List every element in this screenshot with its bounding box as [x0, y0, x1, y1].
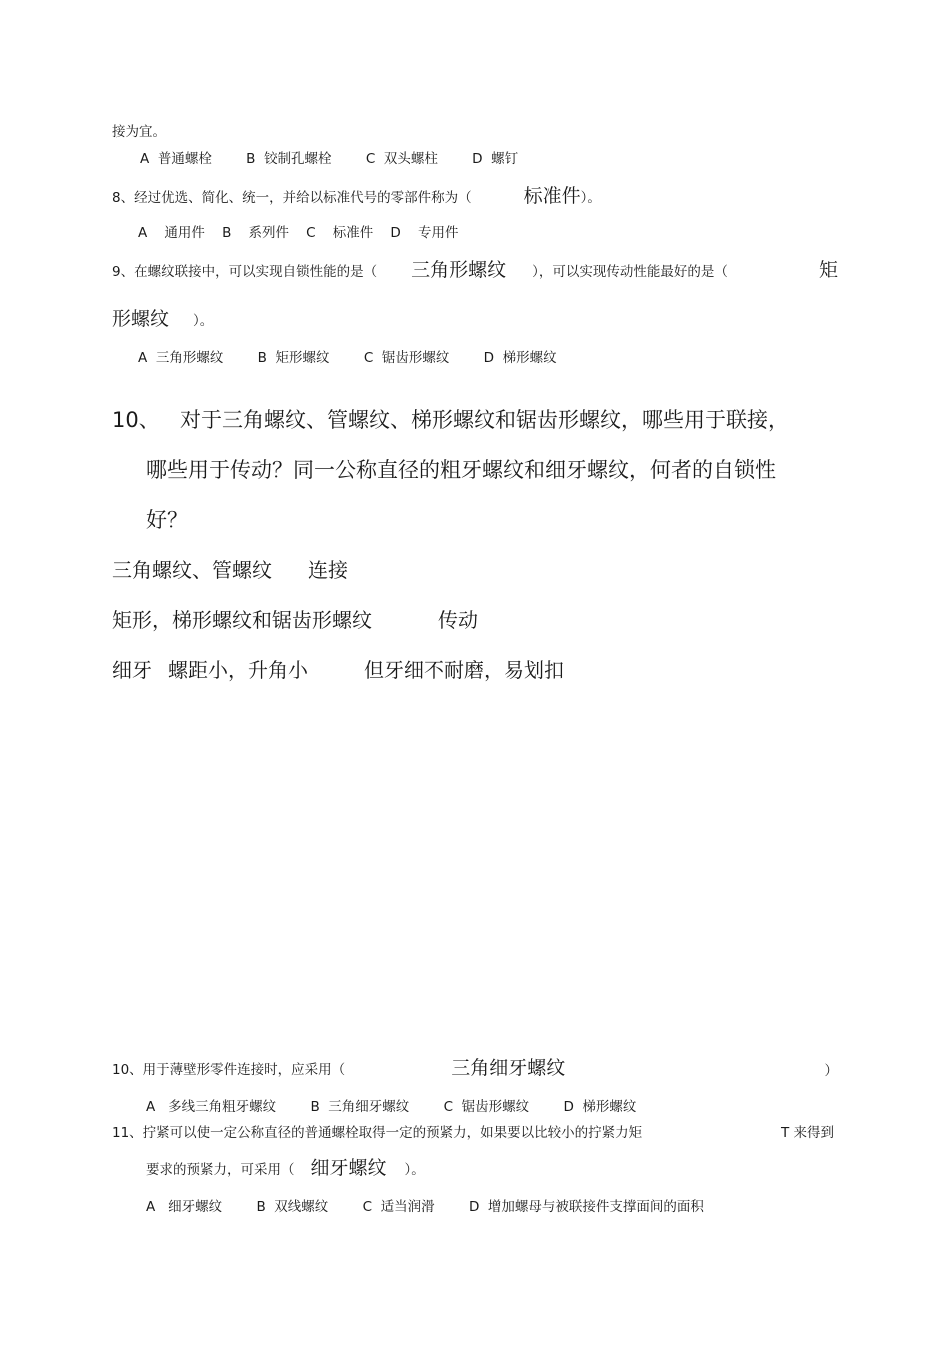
q10a-ans2-b: 传动 [438, 608, 478, 632]
q10a-ans3-a: 细牙 [112, 658, 152, 682]
q10a-ans1-a: 三角螺纹、管螺纹 [112, 558, 272, 582]
q7-options: A 普通螺栓 B 铰制孔螺栓 C 双头螺柱 D 螺钉 [140, 151, 519, 167]
q11-options: A 细牙螺纹 B 双线螺纹 C 适当润滑 D 增加螺母与被联接件支撑面间的面积 [146, 1199, 704, 1215]
q10a-line1: 对于三角螺纹、管螺纹、梯形螺纹和锯齿形螺纹，哪些用于联接， [180, 408, 789, 432]
q7-tail: 接为宜。 [112, 124, 166, 140]
q10a-number: 10、 [112, 408, 160, 432]
q8-prefix: 8、经过优选、简化、统一，并给以标准代号的零部件称为（ [112, 190, 472, 206]
q10a-line3: 好？ [146, 508, 188, 532]
q11-line1 [112, 1121, 834, 1141]
q10a-ans3-c: 但牙细不耐磨，易划扣 [364, 658, 564, 682]
q11-suffix: ）。 [404, 1162, 425, 1178]
q10a-ans1-b: 连接 [308, 558, 348, 582]
q9-line1 [112, 255, 838, 282]
q8-suffix: ）。 [580, 190, 601, 206]
q10b-line [112, 1053, 838, 1080]
q9-answer2-part2: 形螺纹 [112, 308, 170, 330]
q10a-line2: 哪些用于传动？同一公称直径的粗牙螺纹和细牙螺纹，何者的自锁性 [146, 458, 776, 482]
q8-answer: 标准件 [523, 185, 581, 207]
q9-prefix: 9、在螺纹联接中，可以实现自锁性能的是（ [112, 264, 378, 280]
q10b-options: A 多线三角粗牙螺纹 B 三角细牙螺纹 C 锯齿形螺纹 D 梯形螺纹 [146, 1099, 637, 1115]
q9-middle: ），可以实现传动性能最好的是（ [532, 264, 728, 280]
q10b-answer: 三角细牙螺纹 [451, 1057, 566, 1079]
q9-options: A 三角形螺纹 B 矩形螺纹 C 锯齿形螺纹 D 梯形螺纹 [138, 350, 557, 366]
q11-line1-text: 11、拧紧可以使一定公称直径的普通螺栓取得一定的预紧力，如果要以比较小的拧紧力矩 [112, 1125, 643, 1141]
q11-line2-prefix: 要求的预紧力，可采用（ [146, 1162, 295, 1178]
q11-line2 [146, 1153, 425, 1180]
q11-line1-tail: T 来得到 [780, 1125, 834, 1141]
q8-options: A 通用件 B 系列件 C 标准件 D 专用件 [138, 225, 459, 241]
q9-line2 [112, 304, 213, 331]
q10a-ans3-b: 螺距小，升角小 [168, 658, 308, 682]
q10a-answer2 [112, 604, 478, 633]
q10a-answer1 [112, 554, 348, 583]
q10a-answer3 [112, 654, 564, 683]
q11-answer: 细牙螺纹 [310, 1157, 387, 1179]
q10a-ans2-a: 矩形，梯形螺纹和锯齿形螺纹 [112, 608, 372, 632]
q9-suffix: ）。 [193, 313, 214, 329]
q9-answer2-part1: 矩 [818, 259, 838, 281]
q9-answer1: 三角形螺纹 [411, 259, 507, 281]
q8-line [112, 181, 601, 208]
q10b-suffix: ） [824, 1063, 838, 1079]
q10b-prefix: 10、用于薄壁形零件连接时，应采用（ [112, 1062, 346, 1078]
